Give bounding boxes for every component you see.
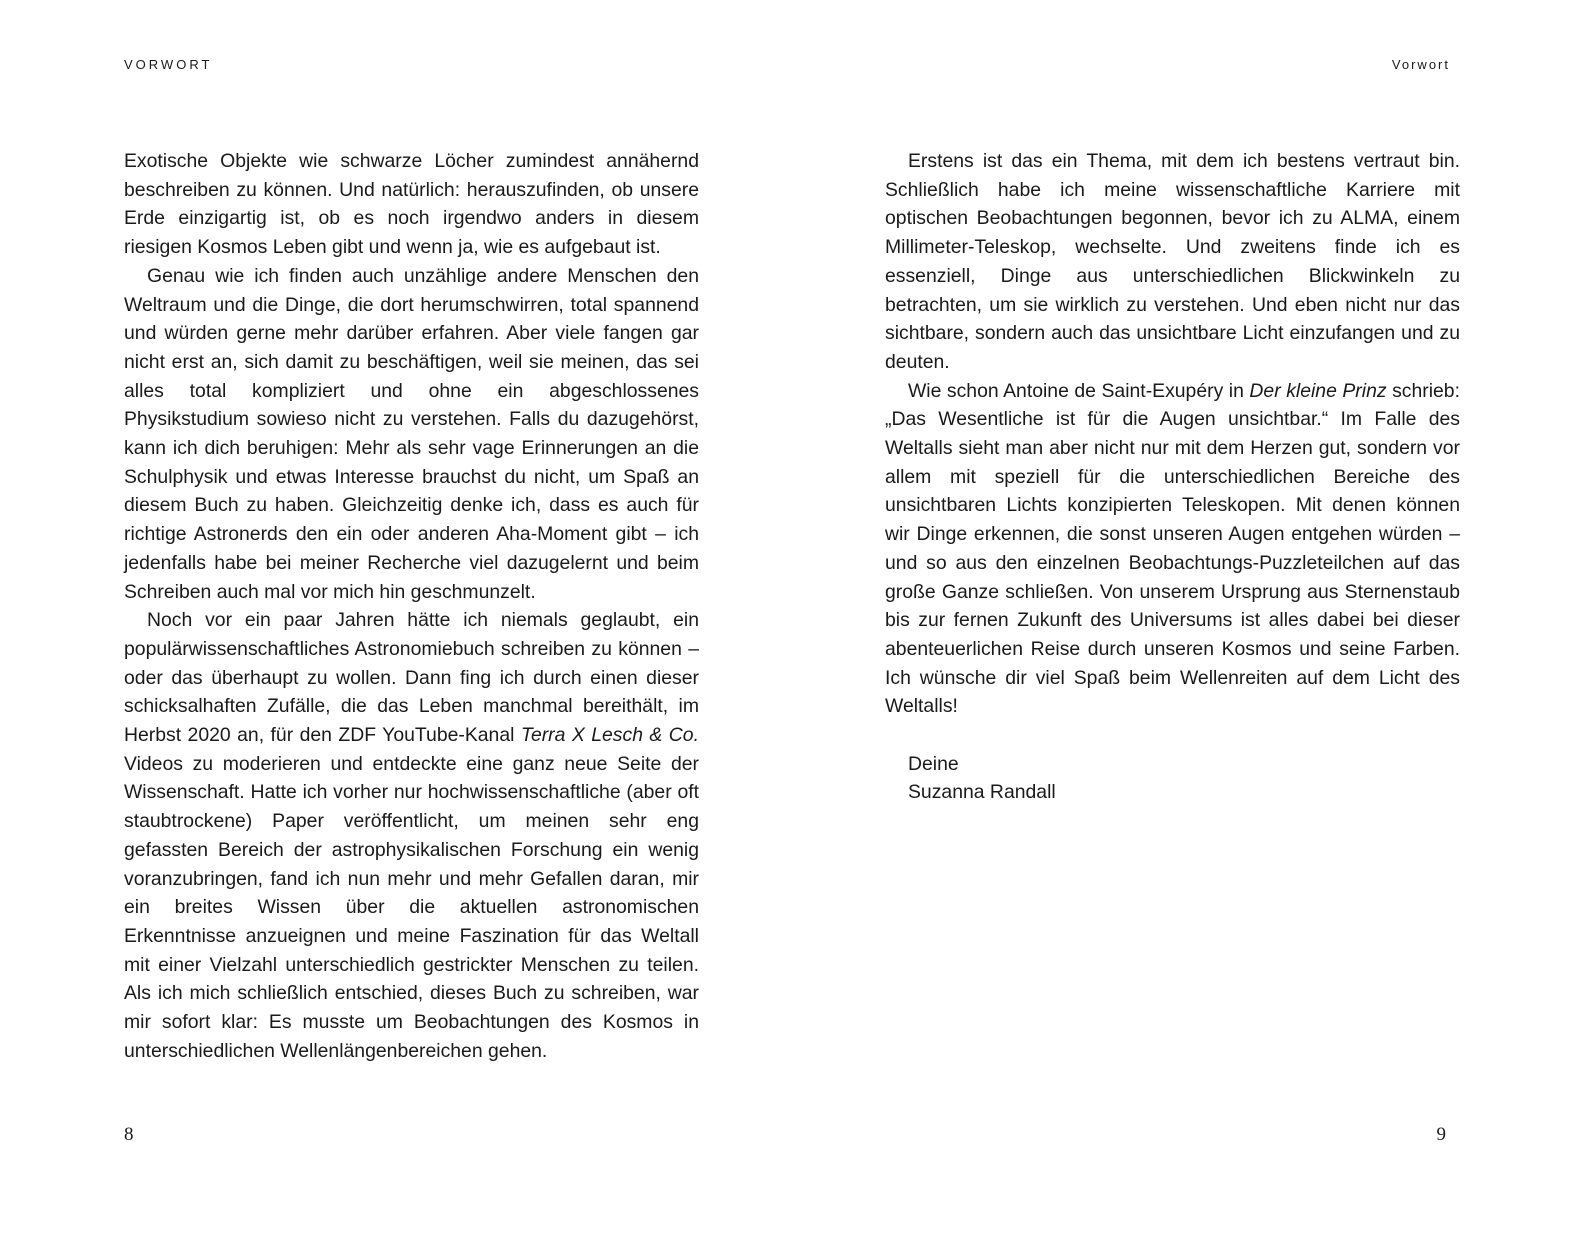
paragraph-text: Noch vor ein paar Jahren hätte ich niemals geglaubt, ein populärwissenschaftliches Astronomiebuch schreiben zu können – oder das überhaupt zu wollen. Dann fing ich durch einen dieser schicksalhaften Zufälle, die das Leben manchmal bereithält, im Herbst 2020 an, für den ZDF YouTube-Kanal	[124, 609, 699, 747]
left-text-block	[124, 147, 699, 1066]
paragraph: Genau wie ich finden auch unzählige andere Menschen den Weltraum und die Dinge, die dort herumschwirren, total spannend und würden gerne mehr darüber erfahren. Aber viele fangen gar nicht erst an, sich damit zu beschäftigen, weil sie meinen, das sei alles total kompliziert und ohne ein abgeschlossenes Physikstudium sowieso nicht zu verstehen. Falls du dazugehörst, kann ich dich beruhigen: Mehr als sehr vage Erinnerungen an die Schulphysik und etwas Interesse brauchst du nicht, um Spaß an diesem Buch zu haben. Gleichzeitig denke ich, dass es auch für richtige Astronerds den ein oder anderen Aha-Moment gibt – ich jedenfalls habe bei meiner Recherche viel dazugelernt und beim Schreiben auch mal vor mich hin geschmunzelt.	[124, 264, 699, 603]
running-head-left: VORWORT	[124, 57, 213, 72]
closing-signature	[885, 750, 1460, 807]
italic-title: Der kleine Prinz	[1249, 379, 1387, 402]
paragraph	[885, 377, 1460, 721]
paragraph-text: Videos zu moderieren und entdeckte eine ganz neue Seite der Wissenschaft. Hatte ich vorher nur hochwissenschaftliche (aber oft staubtrockene) Paper veröffentlicht, um meinen sehr eng gefassten Bereich der astrophysikalischen Forschung ein wenig voranzubringen, fand ich nun mehr und mehr Gefallen daran, mir ein breites Wissen über die aktuellen astronomischen Erkenntnisse anzueignen und meine Faszination für das Weltall mit einer Vielzahl unterschiedlich gestrickter Menschen zu teilen. Als ich mich schließlich entschied, dieses Buch zu schreiben, war mir sofort klar: Es musste um Beobachtungen des Kosmos in unterschiedlichen Wellenlängenbereichen gehen.	[124, 752, 699, 1062]
running-head-right: Vorwort	[1391, 57, 1450, 72]
paragraph-text: Wie schon Antoine de Saint-Exupéry in	[908, 379, 1250, 402]
paragraph-text: schrieb: „Das Wesentliche ist für die Augen unsichtbar.“ Im Falle des Weltalls sieht man aber nicht nur mit dem Herzen gut, sondern vor allem mit speziell für die unterschiedlichen Bereiche des unsichtbaren Lichts konzipierten Teleskopen. Mit denen können wir Dinge erkennen, die sonst unseren Augen entgehen würden – und so aus den einzelnen Beobachtungs-Puzzleteilchen auf das große Ganze schließen. Von unserem Ursprung aus Sternenstaub bis zur fernen Zukunft des Universums ist alles dabei bei dieser abenteuerlichen Reise durch unseren Kosmos und seine Farben. Ich wünsche dir viel Spaß beim Wellenreiten auf dem Licht des Weltalls!	[885, 379, 1460, 718]
page-number-right: 9	[1436, 1124, 1446, 1145]
salutation: Deine	[908, 752, 959, 775]
paragraph: Exotische Objekte wie schwarze Löcher zumindest annähernd beschreiben zu können. Und natürlich: herauszufinden, ob unsere Erde einzigartig ist, ob es noch irgendwo anders in diesem riesigen Kosmos Leben gibt und wenn ja, wie es aufgebaut ist.	[124, 150, 699, 259]
right-text-block	[885, 147, 1460, 807]
paragraph: Erstens ist das ein Thema, mit dem ich bestens vertraut bin. Schließlich habe ich meine wissenschaftliche Karriere mit optischen Beobachtungen begonnen, bevor ich zu ALMA, einem Millimeter-Teleskop, wechselte. Und zweitens finde ich es essenziell, Dinge aus unterschiedlichen Blickwinkeln zu betrachten, um sie wirklich zu verstehen. Und eben nicht nur das sichtbare, sondern auch das unsichtbare Licht einzufangen und zu deuten.	[885, 150, 1460, 373]
right-page	[797, 0, 1594, 1240]
paragraph	[124, 606, 699, 1065]
author-signature: Suzanna Randall	[908, 781, 1056, 804]
italic-title: Terra X Lesch & Co.	[520, 724, 699, 747]
page-number-left: 8	[124, 1124, 134, 1145]
